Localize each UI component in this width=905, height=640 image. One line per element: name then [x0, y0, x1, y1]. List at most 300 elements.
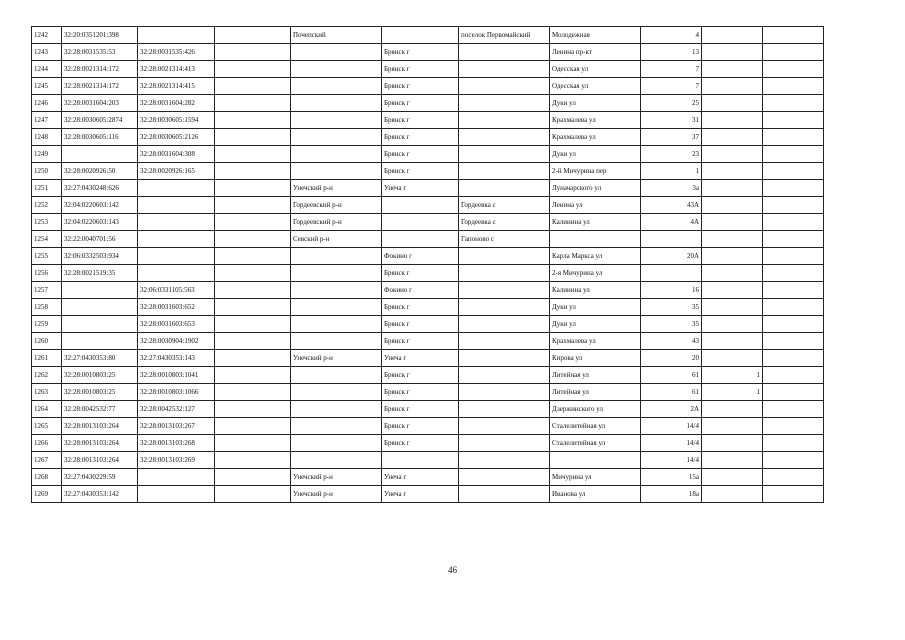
cadastral-number-cell: 32:27:0430248:626: [62, 180, 138, 197]
row-number-cell: 1263: [32, 384, 62, 401]
extra-cell: [702, 452, 763, 469]
settlement-cell: [459, 316, 550, 333]
row-number-cell: 1248: [32, 129, 62, 146]
settlement-cell: [459, 146, 550, 163]
empty-cell: [215, 316, 291, 333]
extra-cell: [702, 95, 763, 112]
row-number-cell: 1268: [32, 469, 62, 486]
parent-cadastral-number-cell: 32:28:0031604:308: [138, 146, 215, 163]
street-cell: Калинина ул: [550, 214, 641, 231]
empty-cell: [215, 112, 291, 129]
row-number-cell: 1259: [32, 316, 62, 333]
city-cell: [382, 27, 459, 44]
table-row: [32, 265, 824, 282]
district-cell: [291, 95, 382, 112]
table-row: [32, 384, 824, 401]
street-cell: Крахмалева ул: [550, 333, 641, 350]
district-cell: [291, 418, 382, 435]
house-number-cell: 4: [641, 27, 702, 44]
cadastral-number-cell: [62, 316, 138, 333]
empty-cell: [215, 401, 291, 418]
settlement-cell: [459, 44, 550, 61]
city-cell: Брянск г: [382, 265, 459, 282]
extra-cell: 1: [702, 384, 763, 401]
empty-cell: [215, 435, 291, 452]
table-row: [32, 214, 824, 231]
extra-cell: [702, 112, 763, 129]
house-number-cell: 14/4: [641, 452, 702, 469]
street-cell: [550, 231, 641, 248]
street-cell: Крахмалева ул: [550, 129, 641, 146]
house-number-cell: 43А: [641, 197, 702, 214]
row-number-cell: 1250: [32, 163, 62, 180]
house-number-cell: 16: [641, 282, 702, 299]
extra-cell: [702, 435, 763, 452]
row-number-cell: 1258: [32, 299, 62, 316]
extra-cell: [702, 401, 763, 418]
district-cell: [291, 61, 382, 78]
extra-cell: [702, 163, 763, 180]
empty-cell: [763, 78, 824, 95]
table-row: [32, 452, 824, 469]
extra-cell: [702, 197, 763, 214]
district-cell: [291, 384, 382, 401]
street-cell: Мичурина ул: [550, 469, 641, 486]
parent-cadastral-number-cell: [138, 214, 215, 231]
table-row: [32, 197, 824, 214]
document-sheet: [31, 26, 824, 503]
district-cell: [291, 146, 382, 163]
empty-cell: [763, 265, 824, 282]
district-cell: Унечский р-н: [291, 486, 382, 503]
district-cell: Почепский: [291, 27, 382, 44]
empty-cell: [215, 350, 291, 367]
table-row: [32, 78, 824, 95]
empty-cell: [763, 146, 824, 163]
row-number-cell: 1254: [32, 231, 62, 248]
settlement-cell: Гордеевка с: [459, 214, 550, 231]
house-number-cell: 15а: [641, 469, 702, 486]
settlement-cell: Гапоново с: [459, 231, 550, 248]
empty-cell: [215, 486, 291, 503]
table-row: [32, 61, 824, 78]
empty-cell: [215, 95, 291, 112]
district-cell: Унечский р-н: [291, 180, 382, 197]
extra-cell: [702, 316, 763, 333]
district-cell: [291, 112, 382, 129]
cadastral-number-cell: 32:28:0013103:264: [62, 435, 138, 452]
row-number-cell: 1246: [32, 95, 62, 112]
city-cell: Унеча г: [382, 469, 459, 486]
empty-cell: [215, 333, 291, 350]
empty-cell: [763, 231, 824, 248]
settlement-cell: [459, 367, 550, 384]
settlement-cell: [459, 418, 550, 435]
table-body: [32, 27, 824, 503]
row-number-cell: 1245: [32, 78, 62, 95]
row-number-cell: 1269: [32, 486, 62, 503]
street-cell: Дуки ул: [550, 146, 641, 163]
house-number-cell: 1: [641, 163, 702, 180]
parent-cadastral-number-cell: 32:28:0030904:1902: [138, 333, 215, 350]
cadastral-number-cell: [62, 146, 138, 163]
street-cell: Литейная ул: [550, 384, 641, 401]
table-row: [32, 316, 824, 333]
empty-cell: [215, 452, 291, 469]
empty-cell: [763, 384, 824, 401]
row-number-cell: 1262: [32, 367, 62, 384]
street-cell: Кирова ул: [550, 350, 641, 367]
settlement-cell: поселок Первомайский: [459, 27, 550, 44]
district-cell: [291, 163, 382, 180]
house-number-cell: 37: [641, 129, 702, 146]
parent-cadastral-number-cell: 32:28:0013103:268: [138, 435, 215, 452]
parent-cadastral-number-cell: 32:28:0030605:2126: [138, 129, 215, 146]
district-cell: Унечский р-н: [291, 469, 382, 486]
city-cell: Брянск г: [382, 316, 459, 333]
extra-cell: [702, 27, 763, 44]
row-number-cell: 1260: [32, 333, 62, 350]
table-row: [32, 333, 824, 350]
house-number-cell: 14/4: [641, 435, 702, 452]
settlement-cell: [459, 112, 550, 129]
city-cell: Брянск г: [382, 418, 459, 435]
extra-cell: 1: [702, 367, 763, 384]
cadastral-number-cell: 32:27:0430229:59: [62, 469, 138, 486]
house-number-cell: 35: [641, 316, 702, 333]
cadastral-number-cell: 32:28:0042532:77: [62, 401, 138, 418]
street-cell: Одесская ул: [550, 61, 641, 78]
table-row: [32, 418, 824, 435]
table-row: [32, 112, 824, 129]
city-cell: Брянск г: [382, 95, 459, 112]
street-cell: Калинина ул: [550, 282, 641, 299]
parent-cadastral-number-cell: 32:28:0042532:127: [138, 401, 215, 418]
settlement-cell: [459, 401, 550, 418]
city-cell: Брянск г: [382, 299, 459, 316]
settlement-cell: [459, 163, 550, 180]
street-cell: Ленина ул: [550, 197, 641, 214]
row-number-cell: 1264: [32, 401, 62, 418]
city-cell: [382, 452, 459, 469]
table-row: [32, 27, 824, 44]
empty-cell: [763, 214, 824, 231]
row-number-cell: 1265: [32, 418, 62, 435]
cadastral-number-cell: 32:04:0220603:142: [62, 197, 138, 214]
empty-cell: [215, 146, 291, 163]
parent-cadastral-number-cell: [138, 248, 215, 265]
street-cell: Ленина пр-кт: [550, 44, 641, 61]
cadastral-number-cell: 32:27:0430353:142: [62, 486, 138, 503]
extra-cell: [702, 180, 763, 197]
empty-cell: [763, 95, 824, 112]
cadastral-number-cell: 32:28:0030605:2874: [62, 112, 138, 129]
empty-cell: [763, 350, 824, 367]
street-cell: Сталелитейная ул: [550, 418, 641, 435]
parent-cadastral-number-cell: 32:28:0031603:652: [138, 299, 215, 316]
table-row: [32, 180, 824, 197]
empty-cell: [215, 282, 291, 299]
district-cell: [291, 78, 382, 95]
empty-cell: [763, 469, 824, 486]
row-number-cell: 1255: [32, 248, 62, 265]
settlement-cell: [459, 452, 550, 469]
row-number-cell: 1256: [32, 265, 62, 282]
city-cell: [382, 197, 459, 214]
parent-cadastral-number-cell: 32:28:0031604:282: [138, 95, 215, 112]
street-cell: Луначарского ул: [550, 180, 641, 197]
table-row: [32, 231, 824, 248]
empty-cell: [763, 180, 824, 197]
parent-cadastral-number-cell: [138, 180, 215, 197]
settlement-cell: [459, 333, 550, 350]
house-number-cell: 7: [641, 78, 702, 95]
empty-cell: [215, 418, 291, 435]
settlement-cell: [459, 61, 550, 78]
empty-cell: [763, 282, 824, 299]
row-number-cell: 1257: [32, 282, 62, 299]
street-cell: Молодежная: [550, 27, 641, 44]
empty-cell: [215, 44, 291, 61]
settlement-cell: [459, 486, 550, 503]
parent-cadastral-number-cell: 32:28:0013103:269: [138, 452, 215, 469]
table-row: [32, 486, 824, 503]
house-number-cell: 61: [641, 384, 702, 401]
street-cell: 2-я Мичурина ул: [550, 265, 641, 282]
parent-cadastral-number-cell: 32:28:0010803:1066: [138, 384, 215, 401]
extra-cell: [702, 486, 763, 503]
empty-cell: [763, 112, 824, 129]
house-number-cell: 61: [641, 367, 702, 384]
cadastral-number-cell: 32:27:0430353:80: [62, 350, 138, 367]
empty-cell: [763, 486, 824, 503]
cadastral-number-cell: [62, 299, 138, 316]
cadastral-number-cell: 32:28:0021519:35: [62, 265, 138, 282]
row-number-cell: 1247: [32, 112, 62, 129]
settlement-cell: [459, 384, 550, 401]
street-cell: [550, 452, 641, 469]
empty-cell: [763, 435, 824, 452]
cadastral-number-cell: 32:28:0013103:264: [62, 452, 138, 469]
empty-cell: [215, 367, 291, 384]
city-cell: [382, 214, 459, 231]
empty-cell: [763, 299, 824, 316]
empty-cell: [215, 265, 291, 282]
row-number-cell: 1266: [32, 435, 62, 452]
house-number-cell: 7: [641, 61, 702, 78]
row-number-cell: 1242: [32, 27, 62, 44]
house-number-cell: 4А: [641, 214, 702, 231]
parent-cadastral-number-cell: [138, 486, 215, 503]
row-number-cell: 1249: [32, 146, 62, 163]
district-cell: [291, 435, 382, 452]
table-row: [32, 95, 824, 112]
extra-cell: [702, 44, 763, 61]
street-cell: Дуки ул: [550, 95, 641, 112]
empty-cell: [763, 418, 824, 435]
table-row: [32, 469, 824, 486]
empty-cell: [763, 452, 824, 469]
empty-cell: [763, 163, 824, 180]
row-number-cell: 1252: [32, 197, 62, 214]
city-cell: Фокино г: [382, 248, 459, 265]
district-cell: [291, 367, 382, 384]
empty-cell: [763, 333, 824, 350]
street-cell: Сталелитейная ул: [550, 435, 641, 452]
house-number-cell: 2А: [641, 401, 702, 418]
city-cell: Брянск г: [382, 146, 459, 163]
district-cell: [291, 299, 382, 316]
parent-cadastral-number-cell: 32:27:0430353:143: [138, 350, 215, 367]
empty-cell: [215, 231, 291, 248]
house-number-cell: 35: [641, 299, 702, 316]
table-row: [32, 282, 824, 299]
house-number-cell: 43: [641, 333, 702, 350]
house-number-cell: 31: [641, 112, 702, 129]
house-number-cell: 13: [641, 44, 702, 61]
cadastral-number-cell: 32:28:0010803:25: [62, 367, 138, 384]
empty-cell: [215, 197, 291, 214]
settlement-cell: [459, 78, 550, 95]
city-cell: Брянск г: [382, 78, 459, 95]
street-cell: Дзержинского ул: [550, 401, 641, 418]
extra-cell: [702, 248, 763, 265]
city-cell: Брянск г: [382, 44, 459, 61]
extra-cell: [702, 469, 763, 486]
district-cell: [291, 333, 382, 350]
empty-cell: [763, 248, 824, 265]
city-cell: Унеча г: [382, 350, 459, 367]
house-number-cell: 25: [641, 95, 702, 112]
city-cell: Брянск г: [382, 129, 459, 146]
parent-cadastral-number-cell: [138, 231, 215, 248]
settlement-cell: [459, 129, 550, 146]
house-number-cell: 20А: [641, 248, 702, 265]
cadastral-number-cell: 32:28:0021314:172: [62, 78, 138, 95]
parent-cadastral-number-cell: 32:28:0020926:165: [138, 163, 215, 180]
empty-cell: [763, 367, 824, 384]
extra-cell: [702, 61, 763, 78]
cadastral-number-cell: 32:22:0040701:56: [62, 231, 138, 248]
city-cell: Брянск г: [382, 367, 459, 384]
parent-cadastral-number-cell: [138, 27, 215, 44]
city-cell: Унеча г: [382, 486, 459, 503]
cadastral-number-cell: 32:28:0010803:25: [62, 384, 138, 401]
parent-cadastral-number-cell: 32:28:0013103:267: [138, 418, 215, 435]
extra-cell: [702, 333, 763, 350]
settlement-cell: [459, 469, 550, 486]
city-cell: Брянск г: [382, 163, 459, 180]
city-cell: Брянск г: [382, 333, 459, 350]
district-cell: [291, 401, 382, 418]
empty-cell: [215, 163, 291, 180]
extra-cell: [702, 350, 763, 367]
extra-cell: [702, 299, 763, 316]
cadastral-number-cell: 32:28:0020926:50: [62, 163, 138, 180]
empty-cell: [763, 316, 824, 333]
city-cell: Унеча г: [382, 180, 459, 197]
cadastral-number-cell: 32:28:0021314:172: [62, 61, 138, 78]
house-number-cell: 18а: [641, 486, 702, 503]
table-row: [32, 367, 824, 384]
cadastral-number-cell: 32:04:0220603:143: [62, 214, 138, 231]
street-cell: Литейная ул: [550, 367, 641, 384]
page-number: 46: [448, 565, 457, 575]
district-cell: Гордеевский р-н: [291, 214, 382, 231]
city-cell: [382, 231, 459, 248]
street-cell: Иванова ул: [550, 486, 641, 503]
empty-cell: [763, 27, 824, 44]
settlement-cell: [459, 248, 550, 265]
cadastral-number-cell: 32:06:0332503:934: [62, 248, 138, 265]
cadastral-number-cell: 32:28:0031535:53: [62, 44, 138, 61]
settlement-cell: [459, 435, 550, 452]
empty-cell: [215, 214, 291, 231]
extra-cell: [702, 231, 763, 248]
city-cell: Брянск г: [382, 61, 459, 78]
empty-cell: [215, 78, 291, 95]
table-row: [32, 350, 824, 367]
cadastral-number-cell: [62, 333, 138, 350]
parent-cadastral-number-cell: 32:28:0031603:653: [138, 316, 215, 333]
empty-cell: [763, 44, 824, 61]
settlement-cell: [459, 350, 550, 367]
street-cell: Карла Маркса ул: [550, 248, 641, 265]
table-row: [32, 163, 824, 180]
empty-cell: [215, 299, 291, 316]
house-number-cell: 3а: [641, 180, 702, 197]
settlement-cell: [459, 282, 550, 299]
row-number-cell: 1244: [32, 61, 62, 78]
extra-cell: [702, 265, 763, 282]
empty-cell: [215, 180, 291, 197]
cadastral-number-cell: 32:20:0351201:398: [62, 27, 138, 44]
settlement-cell: [459, 95, 550, 112]
district-cell: Гордеевский р-н: [291, 197, 382, 214]
district-cell: [291, 452, 382, 469]
settlement-cell: [459, 299, 550, 316]
table-row: [32, 401, 824, 418]
extra-cell: [702, 129, 763, 146]
parent-cadastral-number-cell: 32:28:0030605:1594: [138, 112, 215, 129]
table-row: [32, 44, 824, 61]
settlement-cell: [459, 180, 550, 197]
district-cell: [291, 265, 382, 282]
street-cell: Одесская ул: [550, 78, 641, 95]
parent-cadastral-number-cell: 32:28:0031535:426: [138, 44, 215, 61]
row-number-cell: 1267: [32, 452, 62, 469]
parent-cadastral-number-cell: [138, 265, 215, 282]
empty-cell: [763, 129, 824, 146]
extra-cell: [702, 214, 763, 231]
district-cell: [291, 44, 382, 61]
cadastral-number-cell: 32:28:0013103:264: [62, 418, 138, 435]
table-row: [32, 129, 824, 146]
city-cell: Фокино г: [382, 282, 459, 299]
property-table: [31, 26, 824, 503]
house-number-cell: [641, 265, 702, 282]
table-row: [32, 299, 824, 316]
city-cell: Брянск г: [382, 112, 459, 129]
empty-cell: [215, 129, 291, 146]
row-number-cell: 1243: [32, 44, 62, 61]
cadastral-number-cell: 32:28:0031604:203: [62, 95, 138, 112]
row-number-cell: 1261: [32, 350, 62, 367]
street-cell: Дуки ул: [550, 316, 641, 333]
district-cell: Севский р-н: [291, 231, 382, 248]
cadastral-number-cell: [62, 282, 138, 299]
district-cell: [291, 316, 382, 333]
